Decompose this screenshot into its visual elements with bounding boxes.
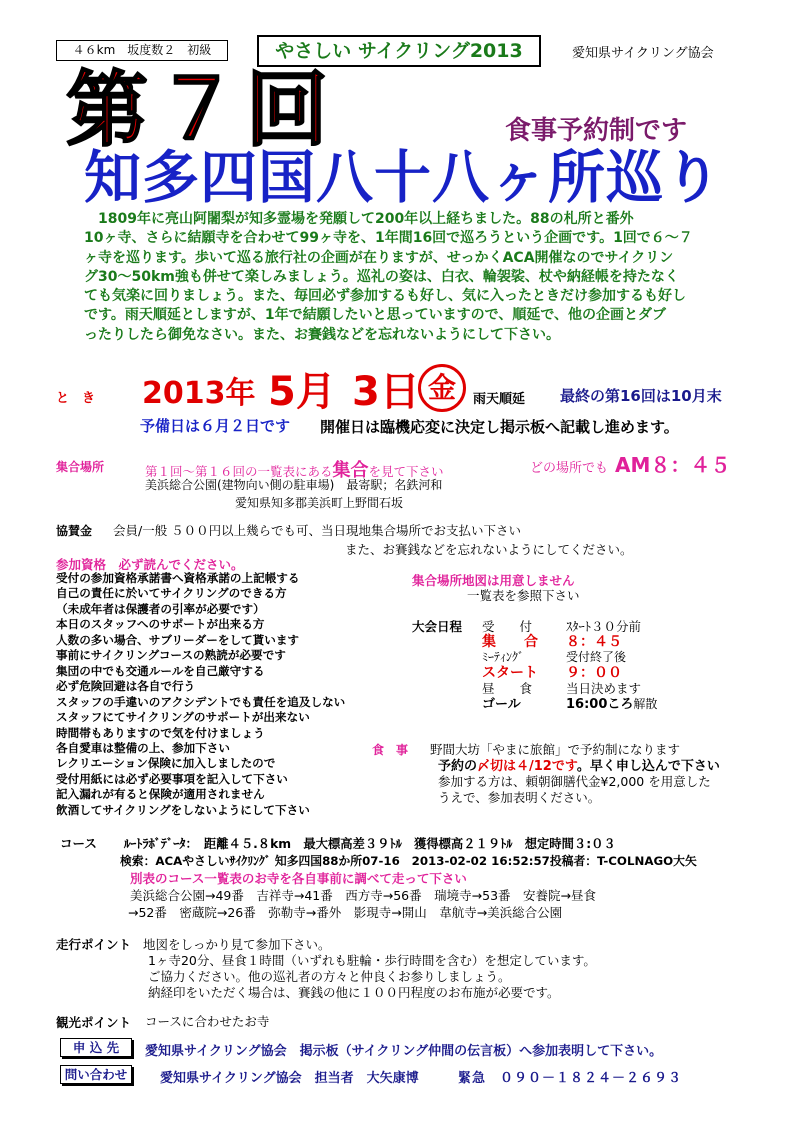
any-place: どの場所でも xyxy=(530,461,609,476)
qualification-item: 本日のスタッフへのサポートが出来る方 xyxy=(56,617,265,632)
meeting-text-1: 第１回～第１６回の一覧表にある xyxy=(145,464,333,479)
qualification-item: スタッフの手違いのアクシデントでも責任を追及しない xyxy=(56,694,346,709)
date-weekday: 金 xyxy=(418,364,466,412)
meal-note: 食事予約制です xyxy=(505,116,688,146)
qualification-label: 参加資格 必ず読んでください。 xyxy=(56,557,244,572)
fee-text: 会員/一般 ５００円以上幾らでも可、当日現地集合場所でお支払い下さい xyxy=(113,523,522,538)
intro-line: ったりしたら御免なさい。また、お賽銭などを忘れないようにして下さい。 xyxy=(84,326,560,343)
qualification-item: 各自愛車は整備の上、参加下さい xyxy=(56,740,230,755)
reserve-date: 予備日は６月２日です xyxy=(140,417,291,435)
goal-note: 解散 xyxy=(633,697,658,711)
meal-line-4: うえで、参加表明ください。 xyxy=(438,790,601,805)
intro-text xyxy=(84,210,693,345)
schedule-key: 昼 食 xyxy=(482,681,533,696)
meal-label: 食 事 xyxy=(372,743,409,757)
meal-line-3: 参加する方は、頼朝御膳代金¥2,000 を用意した xyxy=(438,774,711,789)
meal-line-1: 野間大坊「やまに旅館」で予約制になります xyxy=(430,742,681,757)
qualification-list xyxy=(56,571,345,818)
qualification-item: 記入漏れが有ると保険が適用されません xyxy=(56,787,265,802)
points-line: 地図をしっかり見て参加下さい。 xyxy=(143,937,331,952)
schedule-value: ９：００ xyxy=(566,665,622,681)
meal-deadline: 〆切は４/12です xyxy=(477,759,577,774)
series-title-box: やさしい サイクリング2013 xyxy=(257,35,541,67)
points-line: 1ヶ寺20分、昼食１時間（いずれも駐輪・歩行時間を含む）を想定しています。 xyxy=(148,953,596,968)
schedule-value: 当日決めます xyxy=(566,681,642,696)
points-line: ご協力ください。他の巡礼者の方々と仲良くお参りしましょう。 xyxy=(148,969,511,984)
qualification-item: スタッフにてサイクリングのサポートが出来ない xyxy=(56,710,310,725)
apply-text: 愛知県サイクリング協会 掲示板（サイクリング仲間の伝言板）へ参加表明して下さい。 xyxy=(145,1044,663,1059)
schedule-value: ｽﾀｰﾄ３０分前 xyxy=(566,619,642,634)
qualification-item: 自己の責任に於いてサイクリングのできる方 xyxy=(56,586,287,601)
intro-line: 10ヶ寺、さらに結願寺を合わせて99ヶ寺を、1年間16回で巡ろうという企画です。1回で６～７ xyxy=(84,230,693,247)
schedule-key: スタート xyxy=(482,665,538,681)
event-number: 第７回 xyxy=(66,63,337,158)
organizer: 愛知県サイクリング協会 xyxy=(572,46,714,61)
course-label: コース xyxy=(60,836,97,851)
schedule-row xyxy=(482,693,658,712)
schedule-value: 受付終了後 xyxy=(566,650,627,664)
course-line-1: ﾙｰﾄﾗﾎﾞﾃﾞｰﾀ： 距離４５.８km 最大標高差３９ﾄﾙ 獲得標高２１９ﾄﾙ 想定時間３:０３ xyxy=(124,837,616,851)
meeting-label: 集合場所 xyxy=(56,460,105,474)
intro-line: 1809年に亮山阿闍梨が知多霊場を発願して200年以上経ちました。88の札所と番外 xyxy=(84,211,634,227)
qualification-item: 事前にサイクリングコースの熟読が必要です xyxy=(56,648,286,663)
date-year: 2013年 xyxy=(142,376,256,411)
meeting-time: AM８：４５ xyxy=(615,453,731,477)
goal-time: 16:00ころ xyxy=(566,697,634,712)
final-note: 最終の第16回は10月末 xyxy=(560,387,722,405)
map-note: 一覧表を参照下さい xyxy=(467,588,580,603)
main-title: 知多四国八十八ヶ所巡り xyxy=(84,145,722,211)
sightseeing-text: コースに合わせたお寺 xyxy=(145,1014,270,1029)
contact-label: 問い合わせ xyxy=(60,1065,132,1084)
map-title: 集合場所地図は用意しません xyxy=(412,573,575,588)
schedule-label: 大会日程 xyxy=(412,619,463,634)
points-line: 納経印をいただく場合は、賽銭の他に１００円程度のお布施が必要です。 xyxy=(148,985,560,1000)
qualification-item: 集団の中でも交通ルールを自己厳守する xyxy=(56,663,265,678)
qualification-item: 受付の参加資格承諾書へ資格承諾の上記帳する xyxy=(56,571,300,585)
contact-urgent: 緊急 ０９０－１８２４－２６９３ xyxy=(458,1071,683,1086)
meeting-text-2: を見て下さい xyxy=(368,464,444,479)
schedule-value: ８：４５ xyxy=(566,634,622,650)
sightseeing-label: 観光ポイント xyxy=(56,1015,132,1030)
apply-label: 申 込 先 xyxy=(60,1038,132,1057)
date-day: 3日 xyxy=(352,369,420,415)
qualification-item: 必ず危険回避は各自で行う xyxy=(56,679,196,694)
qualification-item: （未成年者は保護者の引率が必要です） xyxy=(56,601,265,616)
intro-line: ヶ寺を巡ります。歩いて巡る旅行社の企画が在りますが、せっかくACA開催なのでサイクリン xyxy=(84,249,674,266)
meal-line-2a: 予約の xyxy=(438,759,478,774)
fee-label: 協賛金 xyxy=(56,524,93,538)
qualification-item: 人数の多い場合、サブリーダーをして貰います xyxy=(56,632,300,647)
intro-line: グ30～50km強も併せて楽しみましょう。巡礼の姿は、白衣、輪袈裟、杖や納経帳を持たなく xyxy=(84,268,679,285)
date-month: 5月 xyxy=(268,369,336,415)
schedule-value xyxy=(566,693,657,712)
schedule-key: ﾐｰﾃｨﾝｸﾞ xyxy=(482,650,525,664)
course-line-3: 別表のコース一覧表のお寺を各自事前に調べて走って下さい xyxy=(130,871,467,886)
rain-note: 雨天順延 xyxy=(473,392,526,407)
course-line-2: 検索：ACAやさしいｻｲｸﾘﾝｸﾞ 知多四国88か所07-16 2013-02-02 16:52:57投稿者：T-COLNAGO大矢 xyxy=(120,854,697,868)
meeting-place: 美浜総合公園(建物向い側の駐車場) 最寄駅；名鉄河和 xyxy=(145,478,443,492)
date-label: と き xyxy=(56,391,96,406)
course-line-5: →52番 密蔵院→26番 弥勒寺→番外 影現寺→開山 韋航寺→美浜総合公園 xyxy=(128,905,563,920)
schedule-key: 受 付 xyxy=(482,619,533,634)
schedule-key: 集 合 xyxy=(482,634,538,650)
qualification-item: 時間帯もありますので気を付けましょう xyxy=(56,725,265,740)
fee-note: また、お賽銭などを忘れないようにしてください。 xyxy=(345,542,633,557)
intro-line: です。雨天順延としますが、1年で結願したいと思っていますので、順延で、他の企画とダブ xyxy=(84,307,667,324)
qualification-item: 飲酒してサイクリングをしないようにして下さい xyxy=(56,802,310,817)
qualification-item: レクリエーション保険に加入しましたので xyxy=(56,756,276,771)
meal-line-2c: 。早く申し込んで下さい xyxy=(576,759,720,774)
date-note: 開催日は臨機応変に決定し掲示板へ記載し進めます。 xyxy=(320,418,679,436)
points-label: 走行ポイント xyxy=(56,937,132,952)
schedule-key: ゴール xyxy=(482,697,521,712)
qualification-item: 受付用紙には必ず必要事項を記入して下さい xyxy=(56,771,288,786)
contact-text: 愛知県サイクリング協会 担当者 大矢康博 xyxy=(160,1071,419,1086)
course-spec-box: ４６km 坂度数２ 初級 xyxy=(56,40,228,61)
meeting-address: 愛知県知多郡美浜町上野間石坂 xyxy=(235,496,404,510)
course-line-4: 美浜総合公園→49番 吉祥寺→41番 西方寺→56番 瑞境寺→53番 安養院→昼食 xyxy=(130,888,596,903)
intro-line: ても気楽に回りましょう。また、毎回必ず参加するも好し、気に入ったときだけ参加するも好し xyxy=(84,288,686,305)
meeting-highlight: 集合 xyxy=(332,460,369,481)
